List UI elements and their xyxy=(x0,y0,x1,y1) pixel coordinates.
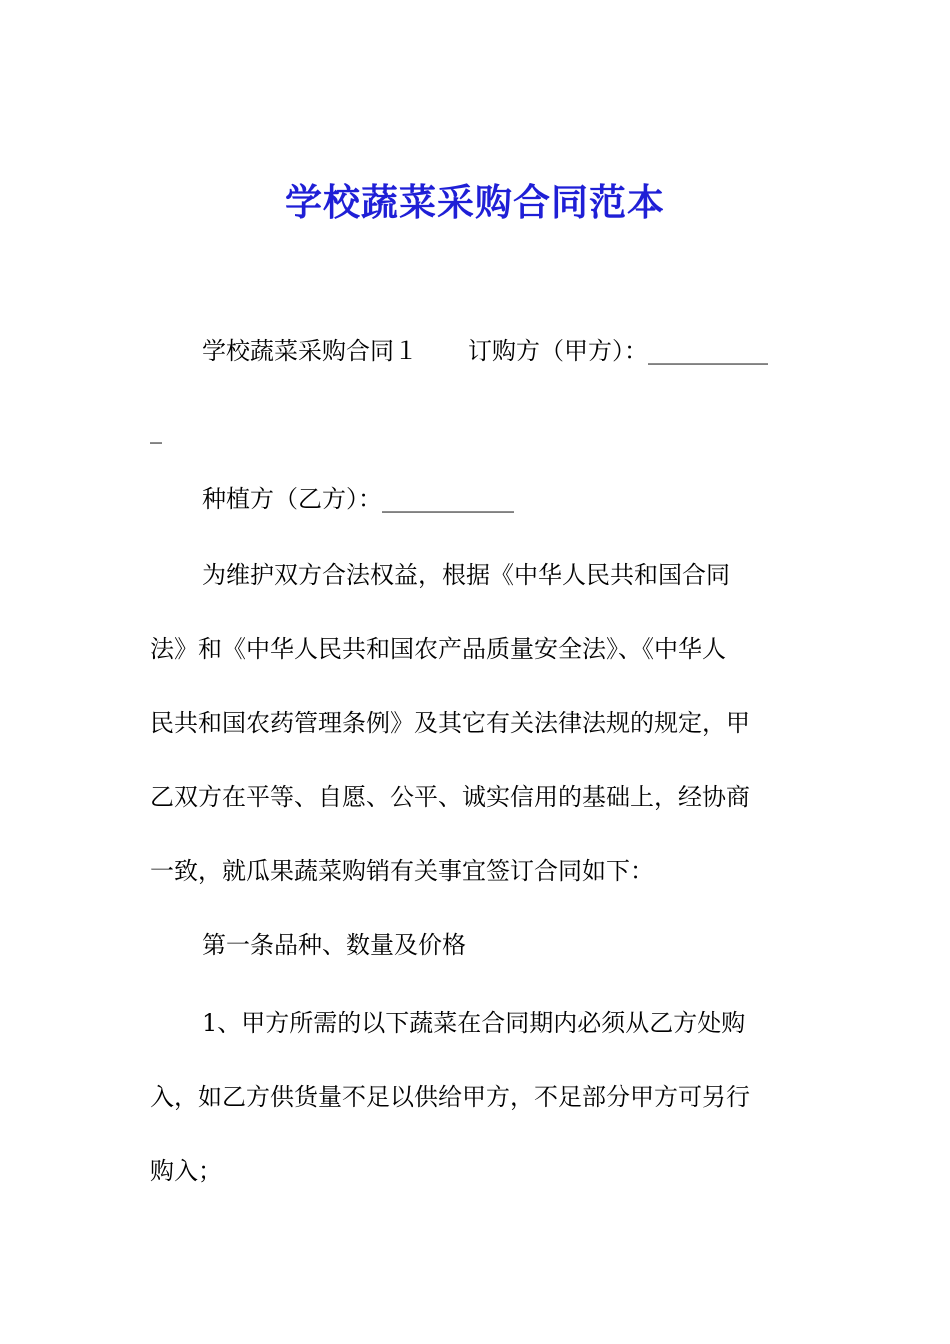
article-1-heading: 第一条品种、数量及价格 xyxy=(202,931,466,959)
preamble-line-3: 民共和国农药管理条例》及其它有关法律法规的规定，甲 xyxy=(150,709,750,737)
contract-heading-line xyxy=(202,333,810,369)
clause-1-line-1: 1、甲方所需的以下蔬菜在合同期内必须从乙方处购 xyxy=(202,1009,746,1037)
clause-1-line-3: 购入； xyxy=(150,1157,222,1185)
preamble-line-1: 为维护双方合法权益，根据《中华人民共和国合同 xyxy=(202,561,730,589)
grower-party-field: 种植方（乙方）：___________ xyxy=(202,485,514,513)
document-title: 学校蔬菜采购合同范本 xyxy=(285,180,665,224)
contract-number-label: 学校蔬菜采购合同１ xyxy=(202,337,418,365)
clause-1-line-2: 入，如乙方供货量不足以供给甲方，不足部分甲方可另行 xyxy=(150,1083,750,1111)
buyer-party-field: 订购方（甲方）：__________ xyxy=(468,337,768,365)
preamble-line-2: 法》和《中华人民共和国农产品质量安全法》、《中华人 xyxy=(150,635,726,663)
buyer-blank-continuation: _ xyxy=(150,416,162,444)
preamble-line-4: 乙双方在平等、自愿、公平、诚实信用的基础上，经协商 xyxy=(150,783,750,811)
preamble-line-5: 一致，就瓜果蔬菜购销有关事宜签订合同如下： xyxy=(150,857,654,885)
